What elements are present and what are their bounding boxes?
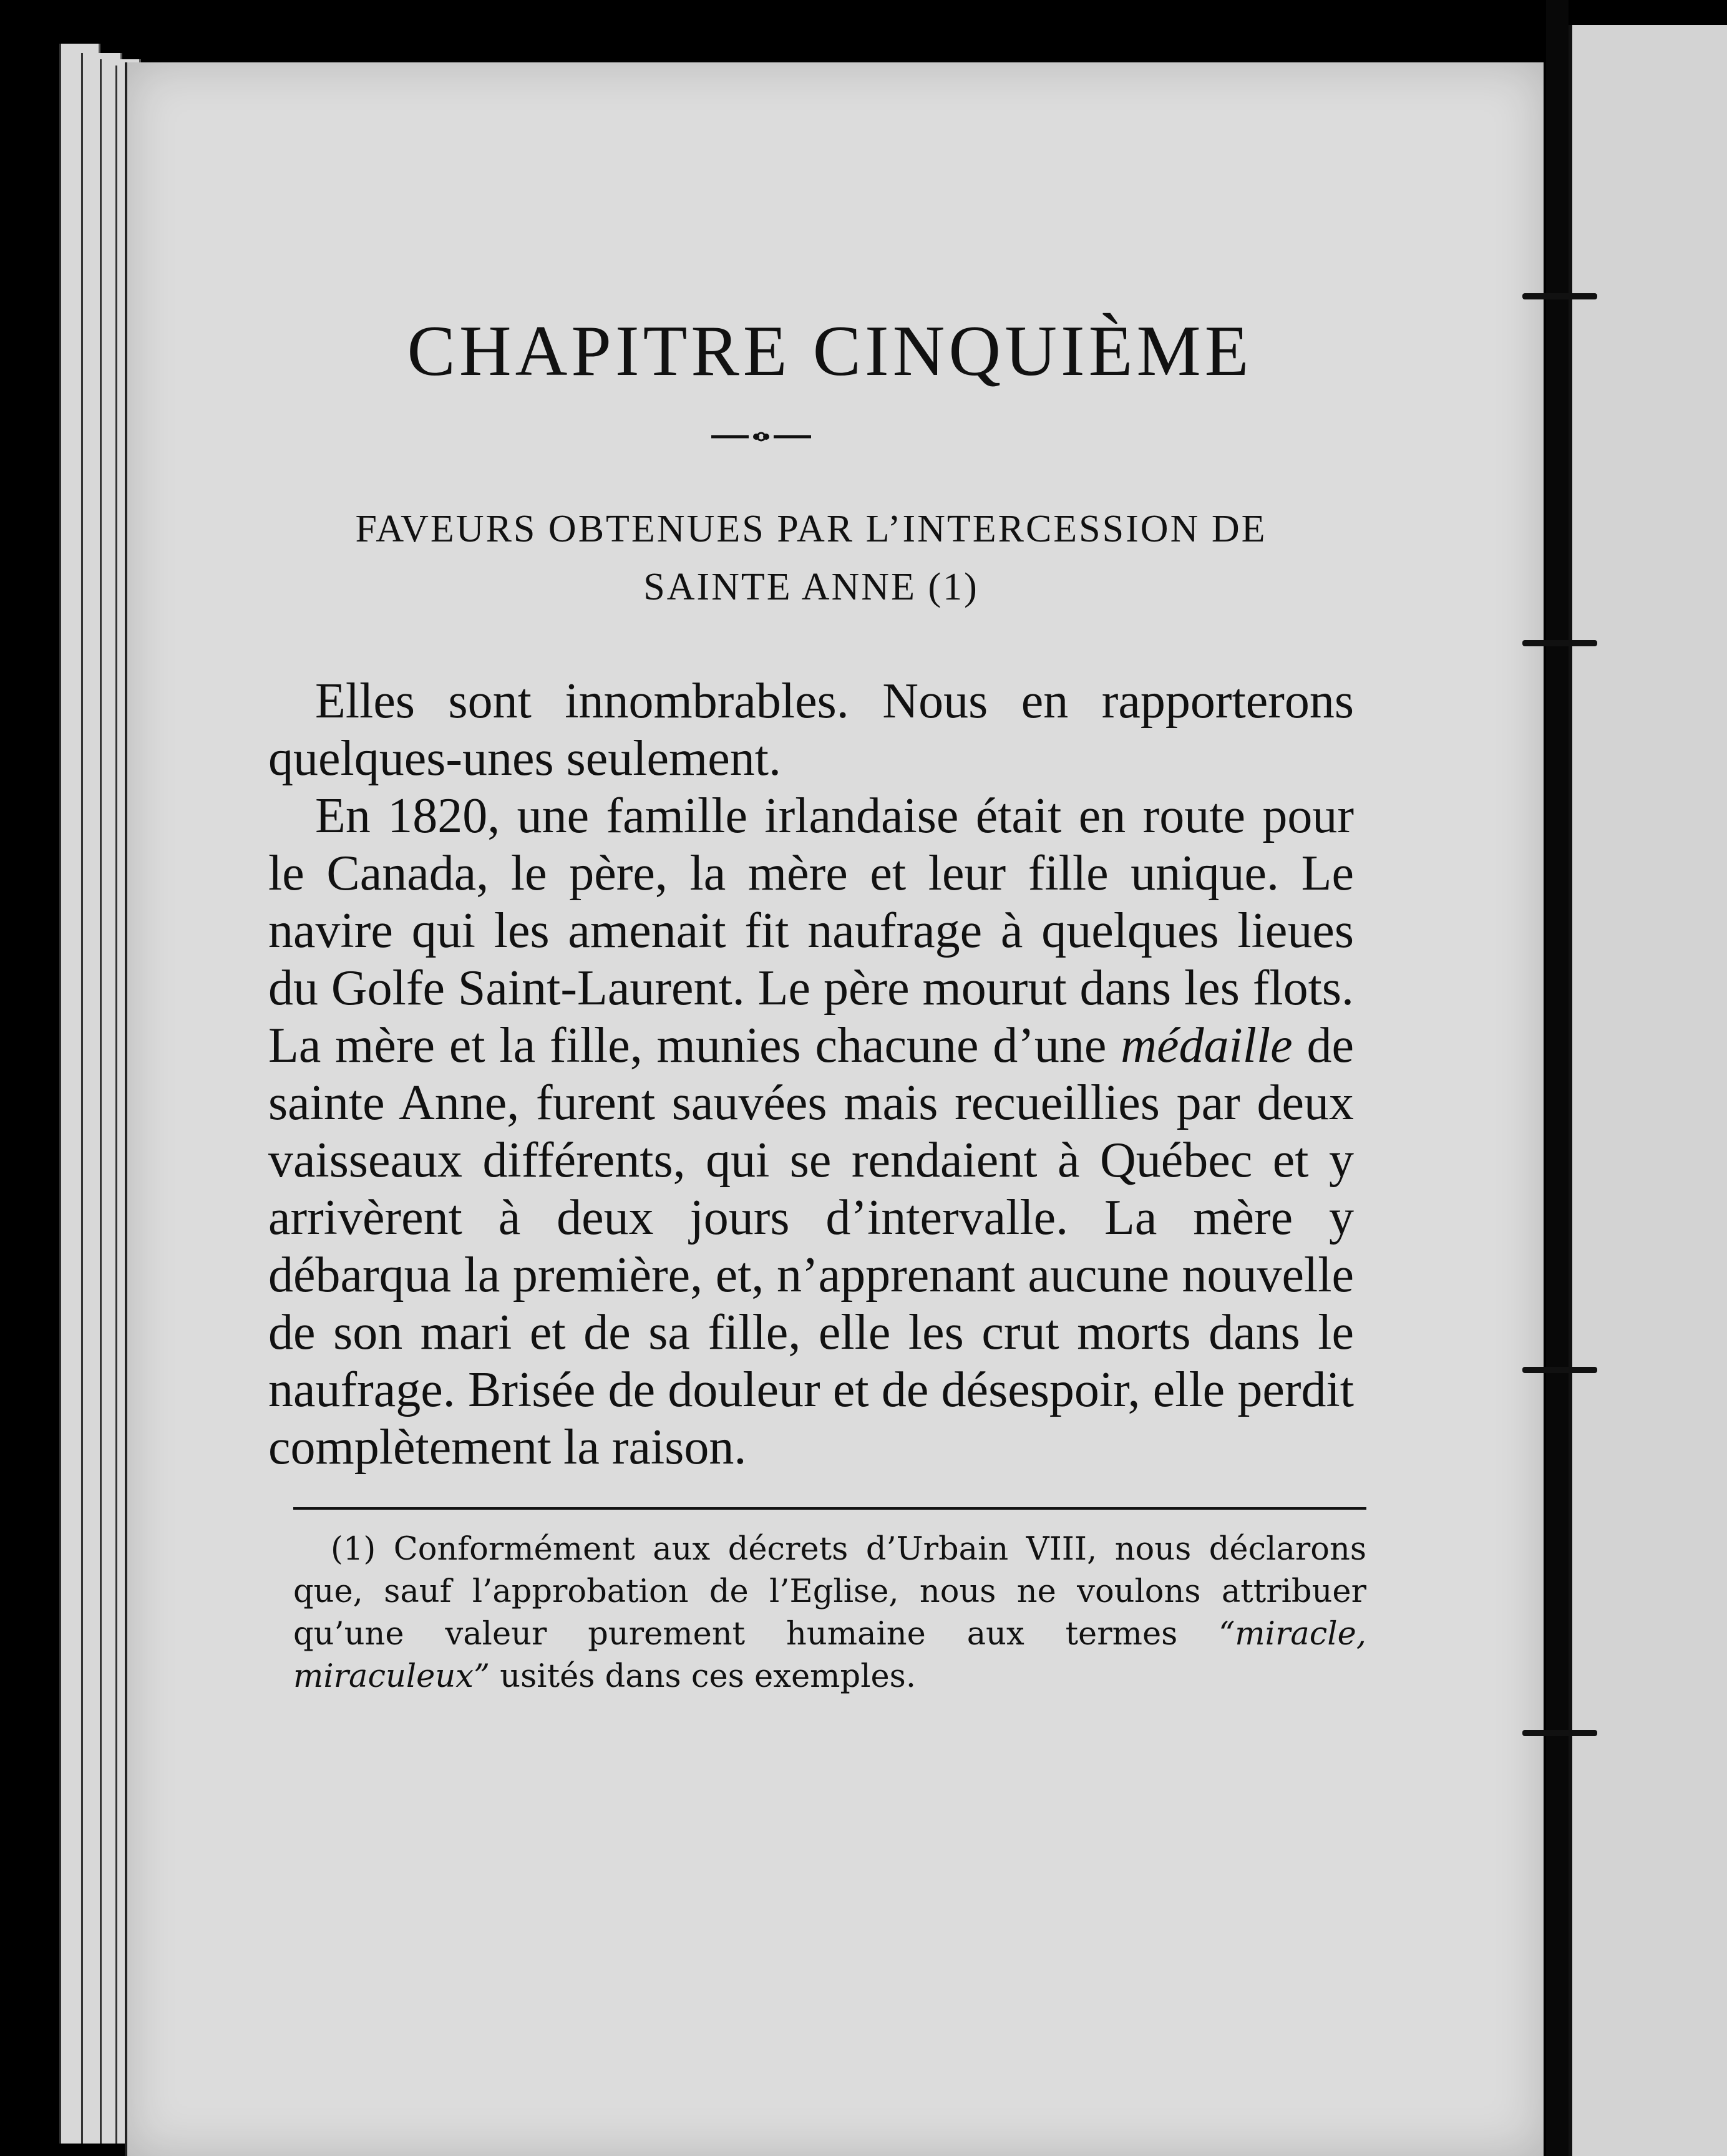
footnote bbox=[293, 1528, 1366, 1698]
chapter-title: CHAPITRE CINQUIÈME bbox=[407, 311, 1253, 391]
page-text bbox=[268, 311, 1366, 1698]
italic-term: “miracle, miraculeux” bbox=[293, 1615, 1366, 1695]
body-paragraph: Elles sont innombrables. Nous en rapporterons quelques-unes seulement. bbox=[268, 673, 1354, 786]
book-gutter bbox=[1546, 0, 1569, 2156]
binding-stitch bbox=[1522, 1362, 1597, 1376]
footnote-text: usités dans ces exemples. bbox=[490, 1658, 917, 1695]
section-title-line: SAINTE ANNE (1) bbox=[643, 565, 979, 608]
binding-stitch bbox=[1522, 288, 1597, 302]
italic-term: médaille bbox=[1121, 1017, 1293, 1073]
footnote-text: (1) Conformément aux décrets d’Urbain VIII, nous déclarons que, sauf l’approbation de l’Eglise, nous ne voulons attribuer qu’une valeur purement humaine aux termes bbox=[293, 1530, 1366, 1653]
binding-stitch bbox=[1522, 635, 1597, 649]
facing-page-edge bbox=[1569, 25, 1727, 2156]
footnote-rule bbox=[293, 1507, 1366, 1510]
section-title bbox=[268, 500, 1354, 616]
paragraph-text: de sainte Anne, furent sauvées mais recueillies par deux vaisseaux différents, qui se rendaient à Québec et y arrivèrent à deux jours d’intervalle. La mère y débarqua la première, et, n’apprenant aucune nouvelle de son mari et de sa fille, elle les crut morts dans le naufrage. Brisée de douleur et de désespoir, elle perdit complètement la raison. bbox=[268, 1017, 1354, 1475]
body-paragraph bbox=[268, 787, 1354, 1476]
section-title-line: FAVEURS OBTENUES PAR L’INTERCESSION DE bbox=[355, 507, 1267, 550]
paragraph-text: En 1820, une famille irlandaise était en route pour le Canada, le père, la mère et leur fille unique. Le navire qui les amenait fit naufrage à quelques lieues du Golfe Saint-Laurent. Le père mourut dans les flots. La mère et la fille, munies chacune d’une bbox=[268, 788, 1354, 1073]
ornament-divider bbox=[711, 429, 811, 444]
binding-stitch bbox=[1522, 1725, 1597, 1739]
